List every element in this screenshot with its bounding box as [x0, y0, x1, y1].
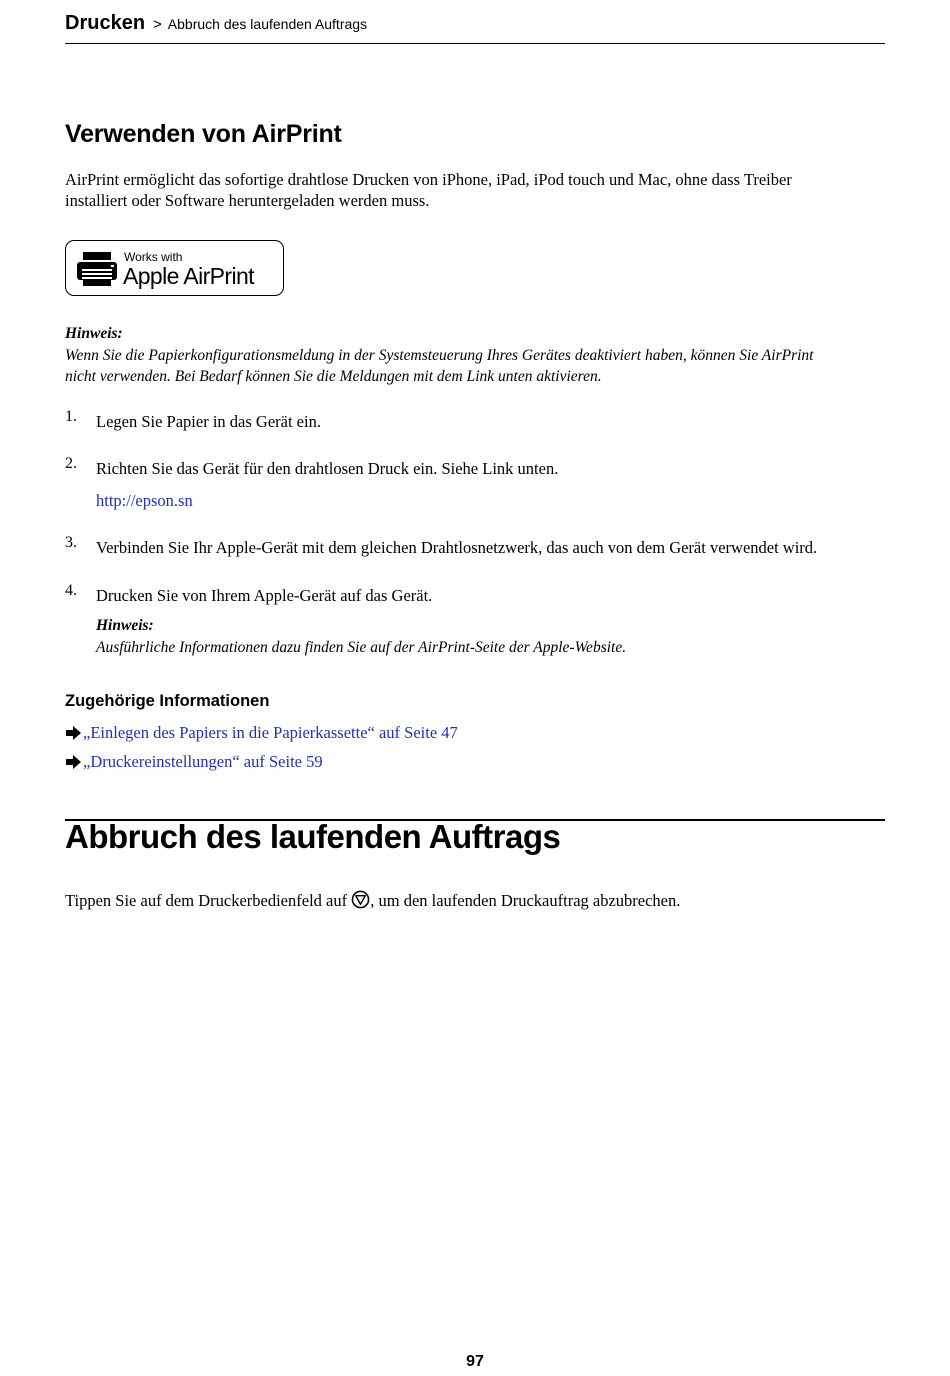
related-link-row[interactable] — [65, 723, 458, 743]
works-with-airprint-badge — [65, 240, 284, 296]
cancel-heading: Abbruch des laufenden Auftrags — [65, 818, 561, 855]
step-2-number: 2. — [65, 455, 77, 472]
step-1-number: 1. — [65, 408, 77, 425]
step-2-text: Richten Sie das Gerät für den drahtlosen Druck ein. Siehe Link unten. — [96, 459, 559, 478]
arrow-right-icon — [65, 755, 83, 769]
step-4-note-text: Ausführliche Informationen dazu finden Sie auf der AirPrint-Seite der Apple-Website. — [96, 639, 627, 656]
running-header — [65, 12, 885, 44]
header-separator: > — [153, 16, 162, 33]
related-link-druckereinstellungen[interactable]: „Druckereinstellungen“ auf Seite 59 — [83, 752, 323, 771]
header-section: Abbruch des laufenden Auftrags — [167, 16, 368, 32]
page-number: 97 — [466, 1353, 484, 1370]
airprint-intro-line1: AirPrint ermöglicht das sofortige drahtlose Drucken von iPhone, iPad, iPod touch und Mac, ohne dass Treiber — [65, 170, 792, 189]
step-3-number: 3. — [65, 534, 77, 551]
step-4-note-title: Hinweis: — [96, 617, 154, 634]
related-link-row[interactable] — [65, 752, 323, 772]
stop-button-icon — [351, 890, 370, 909]
badge-small-text: Works with — [124, 250, 183, 264]
badge-big-text: Apple AirPrint — [123, 263, 254, 289]
header-chapter: Drucken — [65, 12, 146, 34]
cancel-paragraph — [65, 890, 680, 911]
step-1-text: Legen Sie Papier in das Gerät ein. — [96, 412, 321, 431]
printer-icon — [77, 252, 117, 286]
epson-link[interactable]: http://epson.sn — [96, 491, 193, 510]
related-info-title: Zugehörige Informationen — [65, 692, 270, 710]
airprint-intro-line2: installiert oder Software heruntergeladen werden muss. — [65, 191, 430, 210]
step-3-text: Verbinden Sie Ihr Apple-Gerät mit dem gleichen Drahtlosnetzwerk, das auch von dem Gerät verwendet wird. — [96, 538, 818, 557]
note-title: Hinweis: — [65, 325, 123, 342]
cancel-text-after: , um den laufenden Druckauftrag abzubrechen. — [370, 891, 681, 910]
step-4-text: Drucken Sie von Ihrem Apple-Gerät auf das Gerät. — [96, 586, 433, 605]
note-line1: Wenn Sie die Papierkonfigurationsmeldung in der Systemsteuerung Ihres Gerätes deaktiviert haben, können Sie AirPrint — [65, 347, 814, 364]
related-link-papierkassette[interactable]: „Einlegen des Papiers in die Papierkassette“ auf Seite 47 — [83, 723, 458, 742]
arrow-right-icon — [65, 726, 83, 740]
note-line2: nicht verwenden. Bei Bedarf können Sie die Meldungen mit dem Link unten aktivieren. — [65, 368, 602, 385]
cancel-text-before: Tippen Sie auf dem Druckerbedienfeld auf — [65, 891, 352, 910]
airprint-heading: Verwenden von AirPrint — [65, 120, 342, 148]
step-4-number: 4. — [65, 582, 77, 599]
